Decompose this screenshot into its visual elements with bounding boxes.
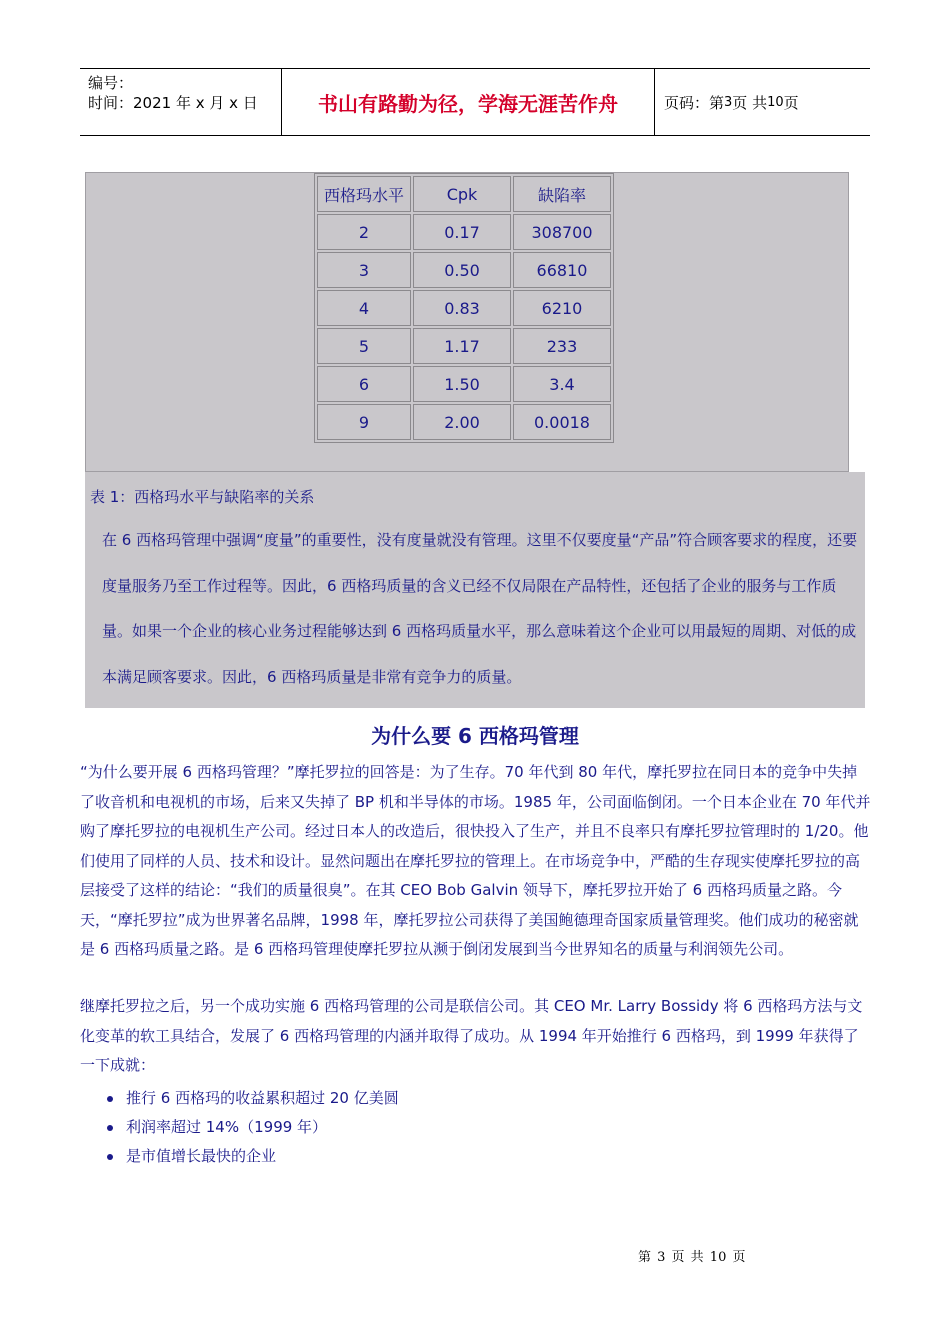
table-cell: 0.83 — [413, 290, 511, 326]
table-cell: 66810 — [513, 252, 611, 288]
header-meta — [80, 69, 282, 135]
table-cell: 6210 — [513, 290, 611, 326]
page-mid: 页 共 — [732, 93, 768, 112]
table-cell: 1.50 — [413, 366, 511, 402]
table-header-cell: 西格玛水平 — [317, 176, 411, 212]
table-caption: 表 1：西格玛水平与缺陷率的关系 — [90, 488, 315, 506]
paragraph-2: 继摩托罗拉之后，另一个成功实施 6 西格玛管理的公司是联信公司。其 CEO Mr. Larry Bossidy 将 6 西格玛方法与文化变革的软工具结合，发展了 6 西格玛管理的内涵并取得了成功。从 1994 年开始推行 6 西格玛，到 1999 年获得了一下成就： — [80, 997, 863, 1074]
list-item — [80, 1113, 399, 1142]
achievement-list — [80, 1084, 399, 1171]
section-title: 为什么要 6 西格玛管理 — [371, 724, 579, 748]
table-cell: 3 — [317, 252, 411, 288]
list-item — [80, 1142, 399, 1171]
paragraph-1: “为什么要开展 6 西格玛管理？”摩托罗拉的回答是：为了生存。70 年代到 80 年代，摩托罗拉在同日本的竞争中失掉了收音机和电视机的市场，后来又失掉了 BP 机和半导体的市场。1985 年，公司面临倒闭。一个日本企业在 70 年代并购了摩托罗拉的电视机生产公司。经过日本人的改造后，很快投入了生产，并且不良率只有摩托罗拉管理时的 1/20。他们使用了同样的人员、技术和设计。显然问题出在摩托罗拉的管理上。在市场竞争中，严酷的生存现实使摩托罗拉的高层接受了这样的结论：“我们的质量很臭”。在其 CEO Bob Galvin 领导下，摩托罗拉开始了 6 西格玛质量之路。今天，“摩托罗拉”成为世界著名品牌，1998 年，摩托罗拉公司获得了美国鲍德理奇国家质量管理奖。他们成功的秘密就是 6 西格玛质量之路。是 6 西格玛管理使摩托罗拉从濒于倒闭发展到当今世界知名的质量与利润领先公司。 — [80, 763, 871, 958]
table-row — [317, 252, 611, 288]
table-row — [317, 290, 611, 326]
table-row — [317, 404, 611, 440]
table-cell: 0.0018 — [513, 404, 611, 440]
sigma-table — [314, 173, 614, 443]
page-footer: 第 3 页 共 10 页 — [638, 1250, 746, 1265]
table-cell: 2 — [317, 214, 411, 250]
list-item — [80, 1084, 399, 1113]
table-cell: 0.50 — [413, 252, 511, 288]
table-header-row — [317, 176, 611, 212]
bullet-icon — [107, 1125, 113, 1131]
table-cell: 3.4 — [513, 366, 611, 402]
table-cell: 5 — [317, 328, 411, 364]
table-cell: 6 — [317, 366, 411, 402]
table-cell: 2.00 — [413, 404, 511, 440]
page-header — [80, 68, 870, 136]
table-cell: 4 — [317, 290, 411, 326]
table-header-cell: Cpk — [413, 176, 511, 212]
caption-panel — [85, 472, 865, 708]
table-cell: 1.17 — [413, 328, 511, 364]
table-cell: 233 — [513, 328, 611, 364]
table-cell: 9 — [317, 404, 411, 440]
caption-paragraph: 在 6 西格玛管理中强调“度量”的重要性，没有度量就没有管理。这里不仅要度量“产品”符合顾客要求的程度，还要度量服务乃至工作过程等。因此，6 西格玛质量的含义已经不仅局限在产品特性，还包括了企业的服务与工作质量。如果一个企业的核心业务过程能够达到 6 西格玛质量水平，那么意味着这个企业可以用最短的周期、对低的成本满足顾客要求。因此，6 西格玛质量是非常有竞争力的质量。 — [102, 531, 858, 686]
list-item-text: 利润率超过 14%（1999 年） — [126, 1118, 328, 1136]
table-cell: 308700 — [513, 214, 611, 250]
header-slogan: 书山有路勤为径，学海无涯苦作舟 — [282, 69, 655, 135]
bullet-icon — [107, 1154, 113, 1160]
page-number: 3 — [724, 94, 733, 110]
table-row — [317, 214, 611, 250]
list-item-text: 推行 6 西格玛的收益累积超过 20 亿美圆 — [126, 1089, 399, 1107]
bullet-icon — [107, 1096, 113, 1102]
table-cell: 0.17 — [413, 214, 511, 250]
list-item-text: 是市值增长最快的企业 — [126, 1147, 277, 1165]
number-label: 编号： — [88, 74, 134, 92]
page-end: 页 — [783, 93, 799, 112]
table-row — [317, 366, 611, 402]
table-row — [317, 328, 611, 364]
page-label: 页码：第 — [664, 93, 725, 112]
page-total: 10 — [767, 94, 784, 110]
header-page-info — [655, 69, 870, 135]
time-label: 时间：2021 年 x 月 x 日 — [88, 94, 258, 112]
table-panel — [85, 172, 849, 472]
table-header-cell: 缺陷率 — [513, 176, 611, 212]
